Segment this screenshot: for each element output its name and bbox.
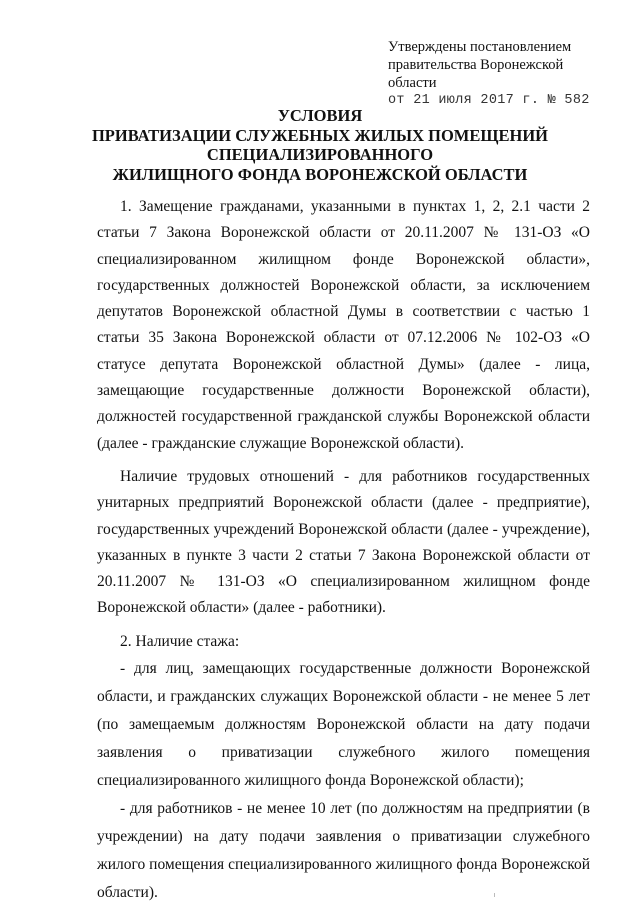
paragraph-workers: - для работников - не менее 10 лет (по должностям на предприятии (в учреждении) на дату подачи заявления о приватизации служебного жилого помещения специализированного жилищного фонда Воронежской области). [97,800,590,902]
paragraph-employment: Наличие трудовых отношений - для работников государственных унитарных предприятий Воронежской области (далее - предприятие), государственных учреждений Воронежской области (далее - учреждение), указанных в пункте 3 части 2 статьи 7 Закона Воронежской области от 20.11.2007 № 131-ОЗ «О специализированном жилищном фонде Воронежской области» (далее - работники). [97,467,590,617]
title-line: ЖИЛИЩНОГО ФОНДА ВОРОНЕЖСКОЙ ОБЛАСТИ [112,164,528,184]
paragraph-officials: - для лиц, замещающих государственные должности Воронежской области, и гражданских служащих Воронежской области - не менее 5 лет (по замещаемым должностям Воронежской области на дату подачи заявления о приватизации служебного жилого помещения специализированного жилищного фонда Воронежской области); [97,660,590,790]
title-line: СПЕЦИАЛИЗИРОВАННОГО [206,145,434,164]
paragraph-condition-2: 2. Наличие стажа: [120,632,240,650]
document-title [60,106,580,184]
document-body [97,194,590,907]
approval-stamp [388,38,618,110]
approval-line: правительства Воронежской [388,57,564,73]
scan-mark [494,893,495,897]
paragraph-condition-1: 1. Замещение гражданами, указанными в пунктах 1, 2, 2.1 части 2 статьи 7 Закона Воронежской области от 20.11.2007 № 131-ОЗ «О специализированном жилищном фонде Воронежской области», государственных должностей Воронежской области, за исключением депутатов Воронежской областной Думы в соответствии с частью 1 статьи 35 Закона Воронежской области от 07.12.2006 № 102-ОЗ «О статусе депутата Воронежской областной Думы» (далее - лица, замещающие государственные должности Воронежской области), должностей государственной гражданской службы Воронежской области (далее - гражданские служащие Воронежской области). [97,198,590,452]
approval-date: от 21 июля 2017 г. № 582 [388,93,590,108]
approval-line: области [388,75,437,91]
title-line: УСЛОВИЯ [277,106,363,125]
title-line: ПРИВАТИЗАЦИИ СЛУЖЕБНЫХ ЖИЛЫХ ПОМЕЩЕНИЙ [91,125,549,145]
approval-line: Утверждены постановлением [388,39,572,55]
